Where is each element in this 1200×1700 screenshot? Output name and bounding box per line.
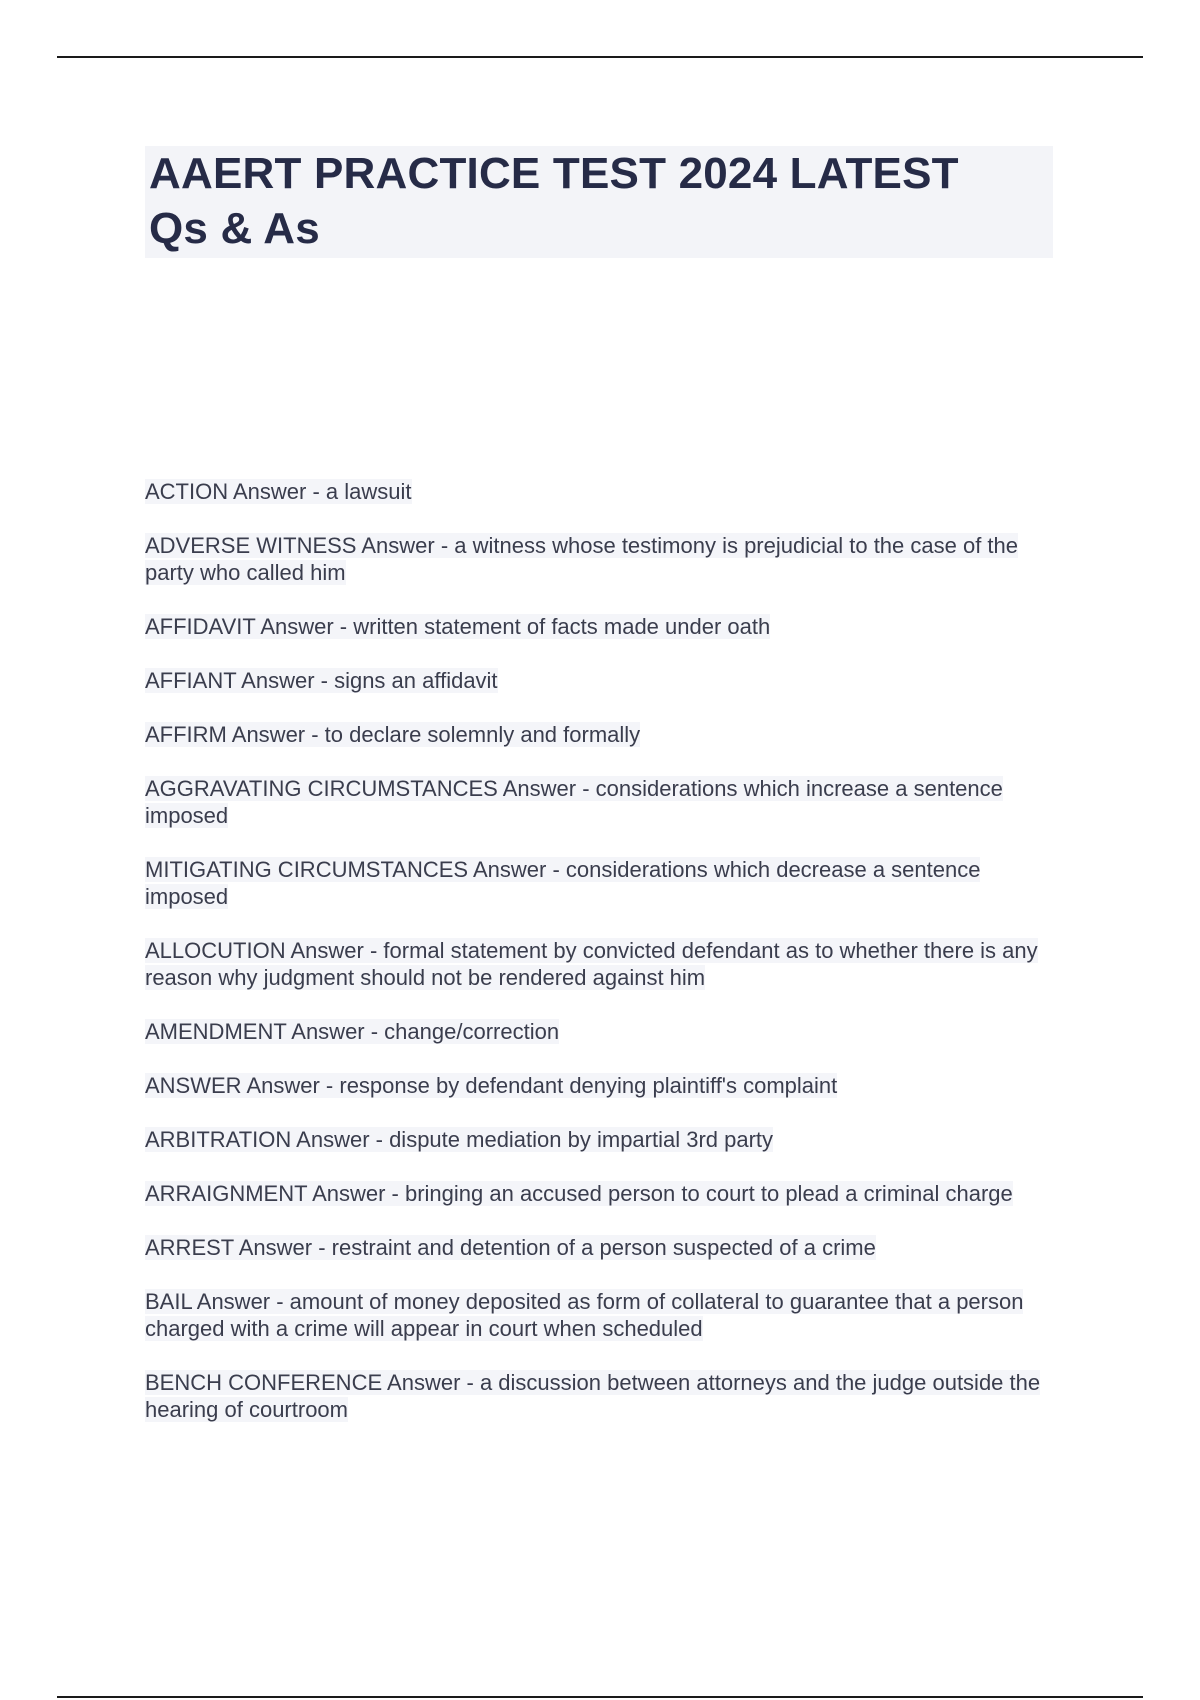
entry-text: BENCH CONFERENCE Answer - a discussion between attorneys and the judge outside the hearing of courtroom: [145, 1370, 1041, 1422]
entry-text: AFFIRM Answer - to declare solemnly and formally: [145, 722, 641, 747]
entry-text: AFFIANT Answer - signs an affidavit: [145, 668, 498, 693]
entry-text: ALLOCUTION Answer - formal statement by convicted defendant as to whether there is any reason why judgment should not be rendered against him: [145, 938, 1038, 990]
list-item: [145, 856, 1055, 910]
list-item: [145, 1288, 1055, 1342]
list-item: [145, 478, 1055, 505]
list-item: [145, 1072, 1055, 1099]
entry-text: ARBITRATION Answer - dispute mediation by impartial 3rd party: [145, 1127, 774, 1152]
entry-text: ACTION Answer - a lawsuit: [145, 479, 412, 504]
entry-text: ANSWER Answer - response by defendant denying plaintiff's complaint: [145, 1073, 838, 1098]
qa-list: [145, 478, 1055, 1450]
list-item: [145, 667, 1055, 694]
top-divider: [57, 56, 1143, 58]
entry-text: ARREST Answer - restraint and detention of a person suspected of a crime: [145, 1235, 876, 1260]
title-block: [145, 146, 1053, 258]
list-item: [145, 937, 1055, 991]
list-item: [145, 721, 1055, 748]
title-line-2: Qs & As: [149, 204, 320, 253]
entry-text: AMENDMENT Answer - change/correction: [145, 1019, 560, 1044]
list-item: [145, 1180, 1055, 1207]
entry-text: MITIGATING CIRCUMSTANCES Answer - considerations which decrease a sentence imposed: [145, 857, 981, 909]
entry-text: ADVERSE WITNESS Answer - a witness whose testimony is prejudicial to the case of the party who called him: [145, 533, 1019, 585]
entry-text: BAIL Answer - amount of money deposited as form of collateral to guarantee that a person charged with a crime will appear in court when scheduled: [145, 1289, 1024, 1341]
page-title: [149, 146, 1049, 256]
list-item: [145, 1234, 1055, 1261]
list-item: [145, 1369, 1055, 1423]
entry-text: AGGRAVATING CIRCUMSTANCES Answer - considerations which increase a sentence imposed: [145, 776, 1003, 828]
list-item: [145, 532, 1055, 586]
list-item: [145, 775, 1055, 829]
bottom-divider: [57, 1696, 1143, 1698]
list-item: [145, 613, 1055, 640]
title-line-1: AAERT PRACTICE TEST 2024 LATEST: [149, 149, 959, 198]
entry-text: ARRAIGNMENT Answer - bringing an accused person to court to plead a criminal charge: [145, 1181, 1013, 1206]
entry-text: AFFIDAVIT Answer - written statement of facts made under oath: [145, 614, 771, 639]
list-item: [145, 1126, 1055, 1153]
list-item: [145, 1018, 1055, 1045]
